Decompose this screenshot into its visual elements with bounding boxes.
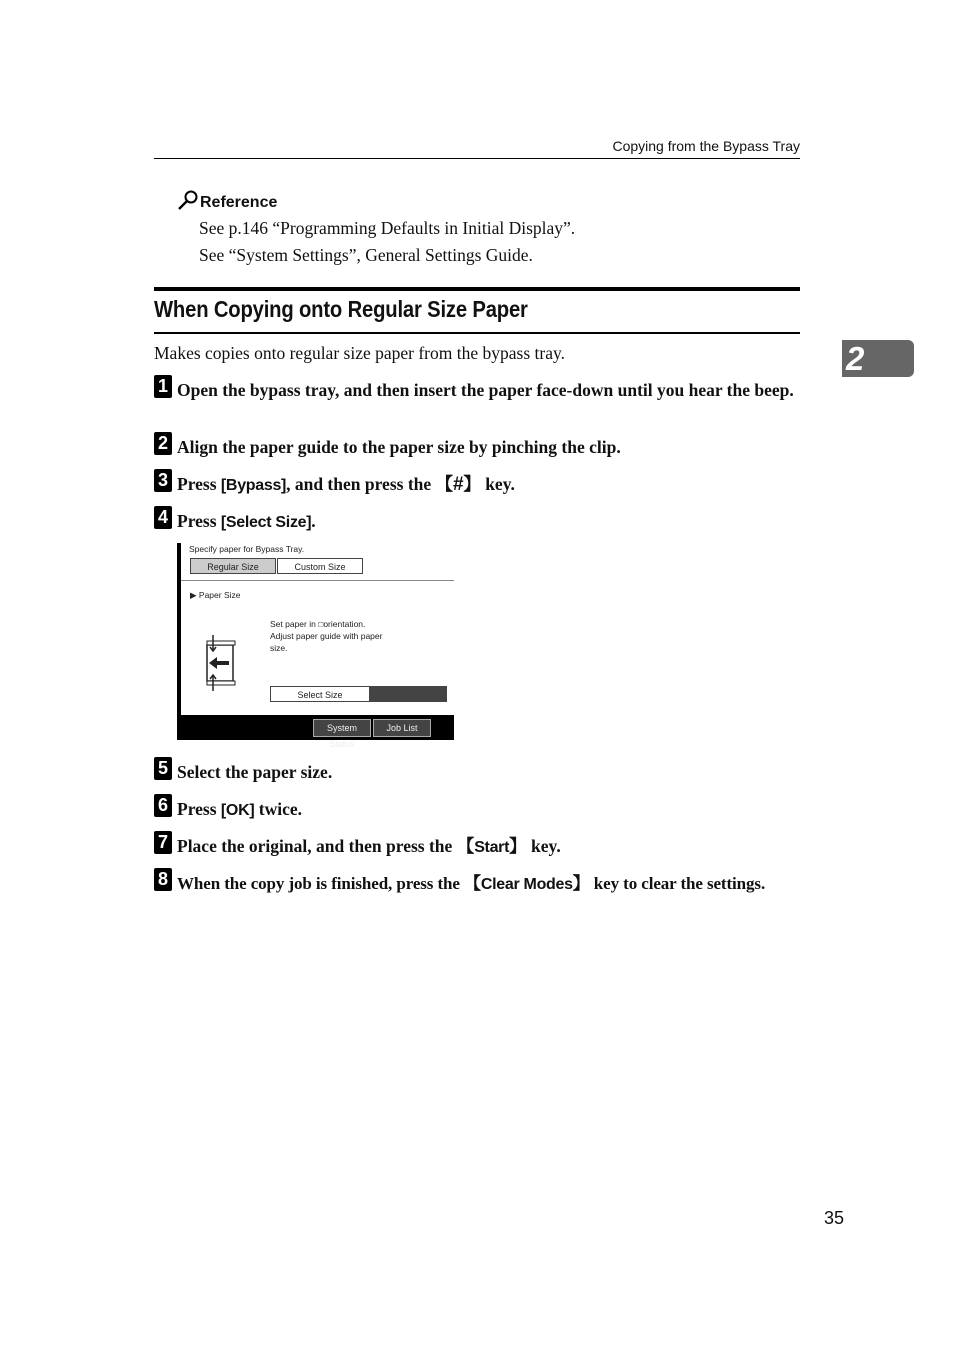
hash-key-label: # <box>453 474 464 495</box>
instruction-line: Set paper in □orientation. <box>270 619 366 629</box>
start-key-label: Start <box>474 839 510 856</box>
step-number: 3 <box>154 469 172 492</box>
step-text: Press [Bypass], and then press the 【#】 key. <box>177 474 515 495</box>
step-number: 6 <box>154 794 172 817</box>
select-size-value-field <box>370 686 447 702</box>
reference-line: See p.146 “Programming Defaults in Initial Display”. <box>199 218 576 238</box>
step-number: 2 <box>154 432 172 455</box>
step-number: 8 <box>154 868 172 891</box>
reference-title: Reference <box>200 194 278 211</box>
section-rule-top <box>154 287 800 291</box>
header-rule <box>154 158 800 159</box>
section-intro: Makes copies onto regular size paper from the bypass tray. <box>154 343 565 363</box>
step-number: 4 <box>154 506 172 529</box>
instruction-line: Adjust paper guide with paper <box>270 631 383 641</box>
custom-size-tab[interactable]: Custom Size <box>277 558 363 574</box>
step-number: 1 <box>154 375 172 398</box>
instruction-line: size. <box>270 643 288 653</box>
paper-size-label: ▶ Paper Size <box>190 590 241 600</box>
step-text: Select the paper size. <box>177 762 333 782</box>
screen-divider <box>181 580 454 581</box>
magnifier-icon <box>177 189 199 211</box>
step-number: 5 <box>154 757 172 780</box>
step-text: Press [Select Size]. <box>177 511 316 531</box>
clear-modes-key-label: Clear Modes <box>480 876 573 893</box>
select-size-key-label: [Select Size] <box>220 514 312 531</box>
bypass-key-label: [Bypass] <box>220 477 287 494</box>
regular-size-tab[interactable]: Regular Size <box>190 558 276 574</box>
ok-key-label: [OK] <box>220 802 255 819</box>
section-rule-bottom <box>154 332 800 334</box>
step-text: Align the paper guide to the paper size by pinching the clip. <box>177 437 621 457</box>
job-list-button[interactable]: Job List <box>373 719 431 737</box>
step-number: 7 <box>154 831 172 854</box>
step-text: Open the bypass tray, and then insert the paper face-down until you hear the beep. <box>177 380 794 400</box>
screen-left-edge <box>177 543 181 715</box>
step-text: When the copy job is finished, press the 【Clear Modes】 key to clear the settings. <box>177 874 766 893</box>
system-status-button[interactable]: System Status <box>313 719 371 737</box>
section-title: When Copying onto Regular Size Paper <box>154 296 528 322</box>
screen-display <box>181 543 454 715</box>
screen-prompt: Specify paper for Bypass Tray. <box>189 544 305 554</box>
paper-orientation-icon <box>201 635 241 691</box>
control-panel-screenshot <box>177 543 454 740</box>
chapter-tab <box>842 340 914 377</box>
step-text: Press [OK] twice. <box>177 799 302 819</box>
reference-line: See “System Settings”, General Settings Guide. <box>199 245 533 265</box>
chapter-number: 2 <box>846 340 865 377</box>
step-text: Place the original, and then press the 【Start】 key. <box>177 836 561 856</box>
select-size-button[interactable]: Select Size <box>270 686 370 702</box>
page-number: 35 <box>824 1208 845 1228</box>
running-head: Copying from the Bypass Tray <box>612 138 800 154</box>
